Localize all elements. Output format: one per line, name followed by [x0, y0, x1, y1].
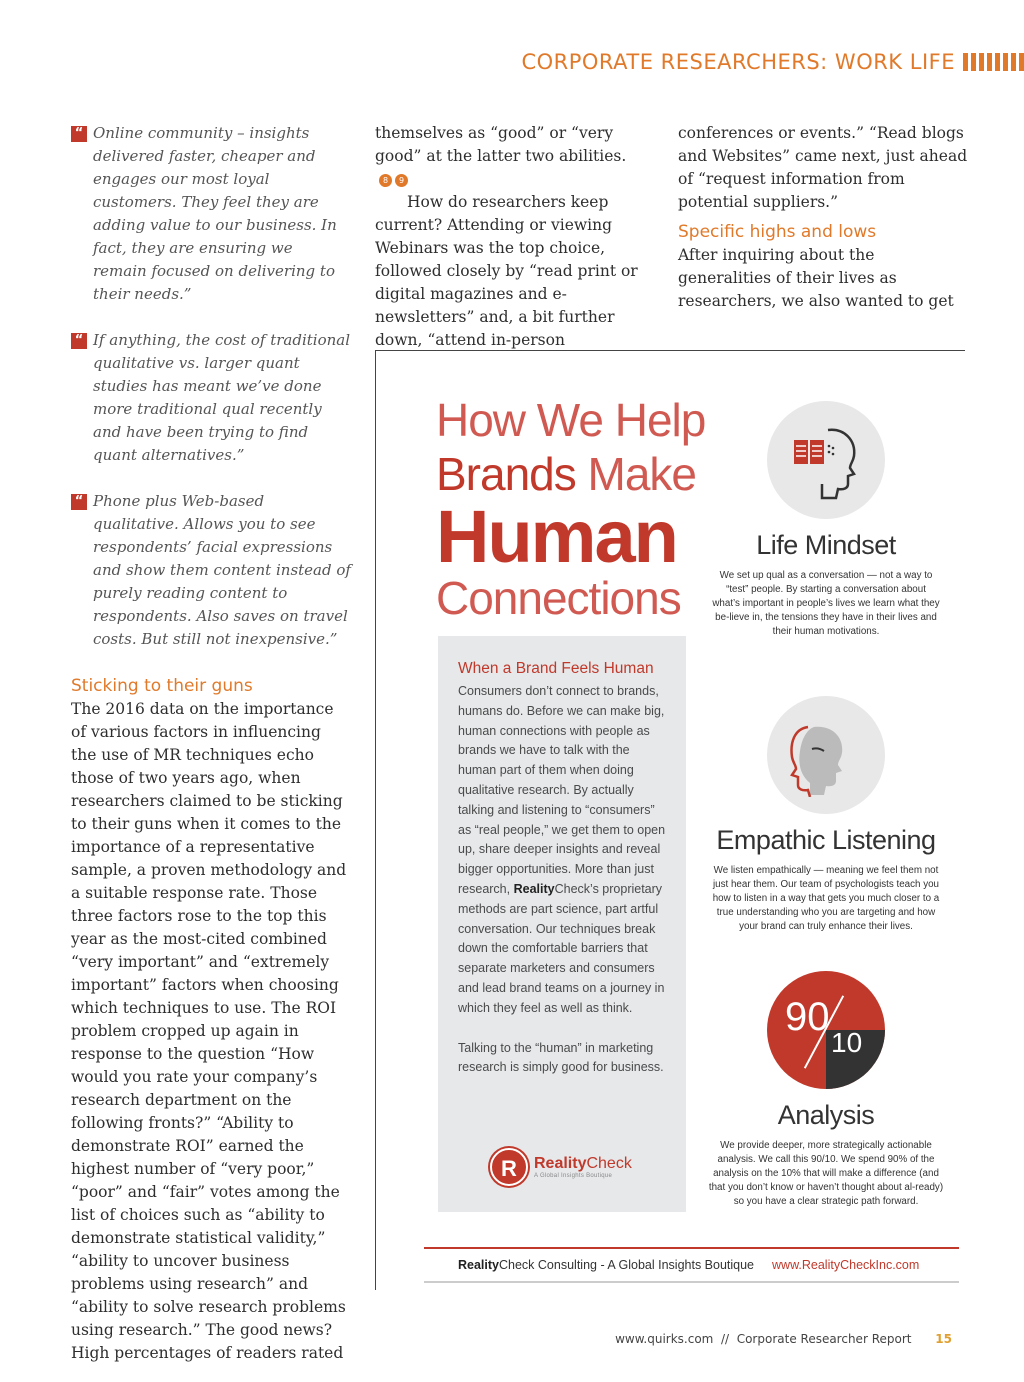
- body-paragraph: After inquiring about the generalities of their lives as researchers, we also wanted to get: [678, 246, 954, 310]
- realitycheck-ad: [375, 350, 965, 1290]
- book-head-icon: [767, 401, 885, 519]
- panel-footnote: Talking to the “human” in marketing research is simply good for business.: [458, 1040, 664, 1075]
- ad-footer-url[interactable]: www.RealityCheckInc.com: [772, 1258, 920, 1272]
- subhead-sticking: Sticking to their guns: [71, 676, 253, 696]
- feature-empathic-listening: [701, 696, 951, 934]
- quote-text: Online community – insights delivered faster, cheaper and engages our most loyal customers. They feel they are adding value to our business. In fact, they are ensuring we remain focused on delivering to their needs.”: [93, 124, 337, 303]
- ad-info-panel: [438, 636, 686, 1212]
- section-title: CORPORATE RESEARCHERS: WORK LIFE: [521, 50, 955, 74]
- ninety-ten-icon: 90 10: [767, 971, 885, 1089]
- feature-title: Life Mindset: [756, 530, 896, 560]
- feature-analysis: [701, 971, 951, 1209]
- page-number: 15: [935, 1332, 952, 1346]
- subhead-highs-lows: Specific highs and lows: [678, 222, 877, 242]
- body-paragraph: How do researchers keep current? Attending or viewing Webinars was the top choice, followed closely by “read print or digital magazines and e-newsletters” and, a bit further down, “attend in-person: [375, 193, 638, 349]
- body-paragraph: conferences or events.” “Read blogs and Websites” came next, just ahead of “request information from potential suppliers.”: [678, 124, 968, 211]
- header-bars-decoration: [963, 53, 1024, 71]
- logo-tagline: A Global Insights Boutique: [534, 1173, 613, 1179]
- headline-line-2: Brands Make: [436, 448, 697, 500]
- reference-markers: [379, 174, 408, 187]
- feature-text: We listen empathically — meaning we feel them not just hear them. Our team of psychologists teach you how to listen in a way that gets you much closer to a true understanding who you are targeting and how your brand can truly enhance their lives.: [712, 865, 940, 932]
- body-paragraph: The 2016 data on the importance of various factors in influencing the use of MR techniques echo those of two years ago, when researchers claimed to be sticking to their guns when it comes to the importance of a representative sample, a proven methodology and a suitable response rate. Those three factors rose to the top this year as the most-cited combined “very important” and “extremely important” factors when choosing which techniques to use. The ROI problem cropped up again in response to the question “How would you rate your company’s research department on the following fronts?” “Ability to demonstrate ROI” earned the highest number of “very poor,” “poor” and “fair” votes among the list of choices such as “ability to demonstrate statistical validity,” “ability to uncover business problems using research” and “ability to solve research problems using research.” The good news? High percentages of readers rated: [71, 700, 347, 1362]
- quote-text: If anything, the cost of traditional qualitative vs. larger quant studies has meant we’ve done more traditional qual recently and have been trying to find quant alternatives.”: [93, 331, 351, 464]
- quote-icon: “: [71, 126, 87, 142]
- panel-title: When a Brand Feels Human: [458, 660, 654, 677]
- profile-heads-icon: [767, 696, 885, 814]
- column-3: [678, 122, 968, 313]
- logo-mark: R: [490, 1148, 528, 1186]
- feature-title: Analysis: [777, 1100, 875, 1130]
- page-footer: [615, 1332, 952, 1346]
- headline-line-1: How We Help: [436, 394, 706, 446]
- quote-icon: “: [71, 333, 87, 349]
- headline-line-4: Connections: [436, 572, 681, 624]
- logo-name: RealityCheck: [534, 1155, 632, 1172]
- column-2: [375, 122, 655, 352]
- quote-icon: “: [71, 494, 87, 510]
- section-header: [521, 50, 1024, 74]
- reference-icon: 9: [395, 174, 408, 187]
- body-paragraph: themselves as “good” or “very good” at the latter two abilities. 8 9: [375, 124, 627, 185]
- headline-line-3: Human: [436, 495, 677, 578]
- pull-quote: [71, 490, 351, 651]
- realitycheck-logo: [490, 1148, 632, 1186]
- ad-footer: [424, 1247, 959, 1283]
- reference-icon: 8: [379, 174, 392, 187]
- panel-text: Consumers don’t connect to brands, humans do. Before we can make big, human connections with people as brands we have to talk with the human part of them when doing qualitative research. By actually talking and listening to “consumers” as “real people,” we get them to open up, share deeper insights and reveal bigger opportunities. More than just research, RealityCheck’s proprietary methods are part science, part artful conversation. Our techniques break down the comfortable barriers that separate marketers and consumers and lead brand teams on a journey in which they feel as well as think.: [458, 684, 666, 1015]
- feature-life-mindset: [706, 401, 946, 639]
- pull-quote: [71, 122, 351, 306]
- quote-text: Phone plus Web-based qualitative. Allows you to see respondents’ facial expressions and show them content instead of purely reading content to respondents. Also saves on travel costs. But still not inexpensive.”: [93, 492, 351, 648]
- feature-text: We provide deeper, more strategically actionable analysis. We call this 90/10. We spend 90% of the analysis on the 10% that will make a difference (and that you don’t know or haven’t thought about al-ready) so you have a clear strategic path forward.: [708, 1140, 944, 1207]
- footer-text: www.quirks.com // Corporate Researcher Report: [615, 1332, 912, 1346]
- feature-title: Empathic Listening: [716, 825, 936, 855]
- feature-text: We set up qual as a conversation — not a way to “test” people. By starting a conversation about what’s important in people’s lives we learn what they be-lieve in, the tensions they have in their lives and their human motivations.: [712, 570, 940, 637]
- column-1: [71, 122, 351, 1365]
- ad-headline: [436, 393, 705, 623]
- pull-quote: [71, 329, 351, 467]
- ad-footer-company: RealityCheck Consulting - A Global Insights Boutique: [458, 1258, 755, 1272]
